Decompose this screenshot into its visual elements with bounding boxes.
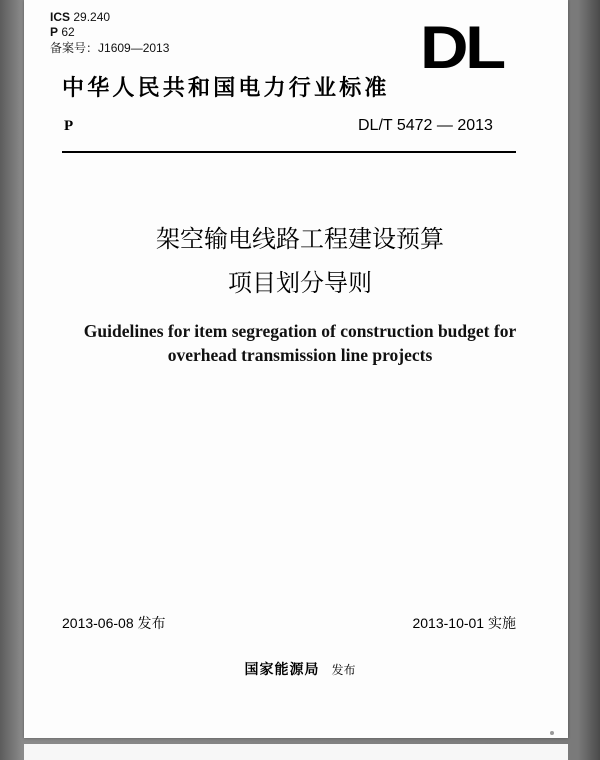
dl-logo: DL [420,14,503,81]
issue-date: 2013-06-08 发布 [62,615,166,631]
ccs-code: P 62 [50,25,75,39]
standard-title: 中华人民共和国电力行业标准 [62,76,390,101]
page-speck [550,731,554,735]
title-en-line-1: Guidelines for item segregation of construction budget for [83,321,517,341]
header-divider [62,151,516,153]
category-code: P [64,118,74,134]
ics-code: ICS 29.240 [50,10,111,24]
issuer-line [0,659,600,679]
issuer-action: 发布 [331,663,356,677]
title-en-line-2: overhead transmission line projects [167,345,433,365]
next-page-edge [24,744,568,760]
record-number: 备案号：J1609—2013 [50,41,170,55]
effective-date: 2013-10-01 实施 [412,615,516,631]
title-cn-line-2: 项目划分导则 [228,269,372,297]
title-cn-line-1: 架空输电线路工程建设预算 [156,225,444,253]
issuer-name: 国家能源局 [244,662,320,678]
standard-number: DL/T 5472 — 2013 [358,117,493,134]
